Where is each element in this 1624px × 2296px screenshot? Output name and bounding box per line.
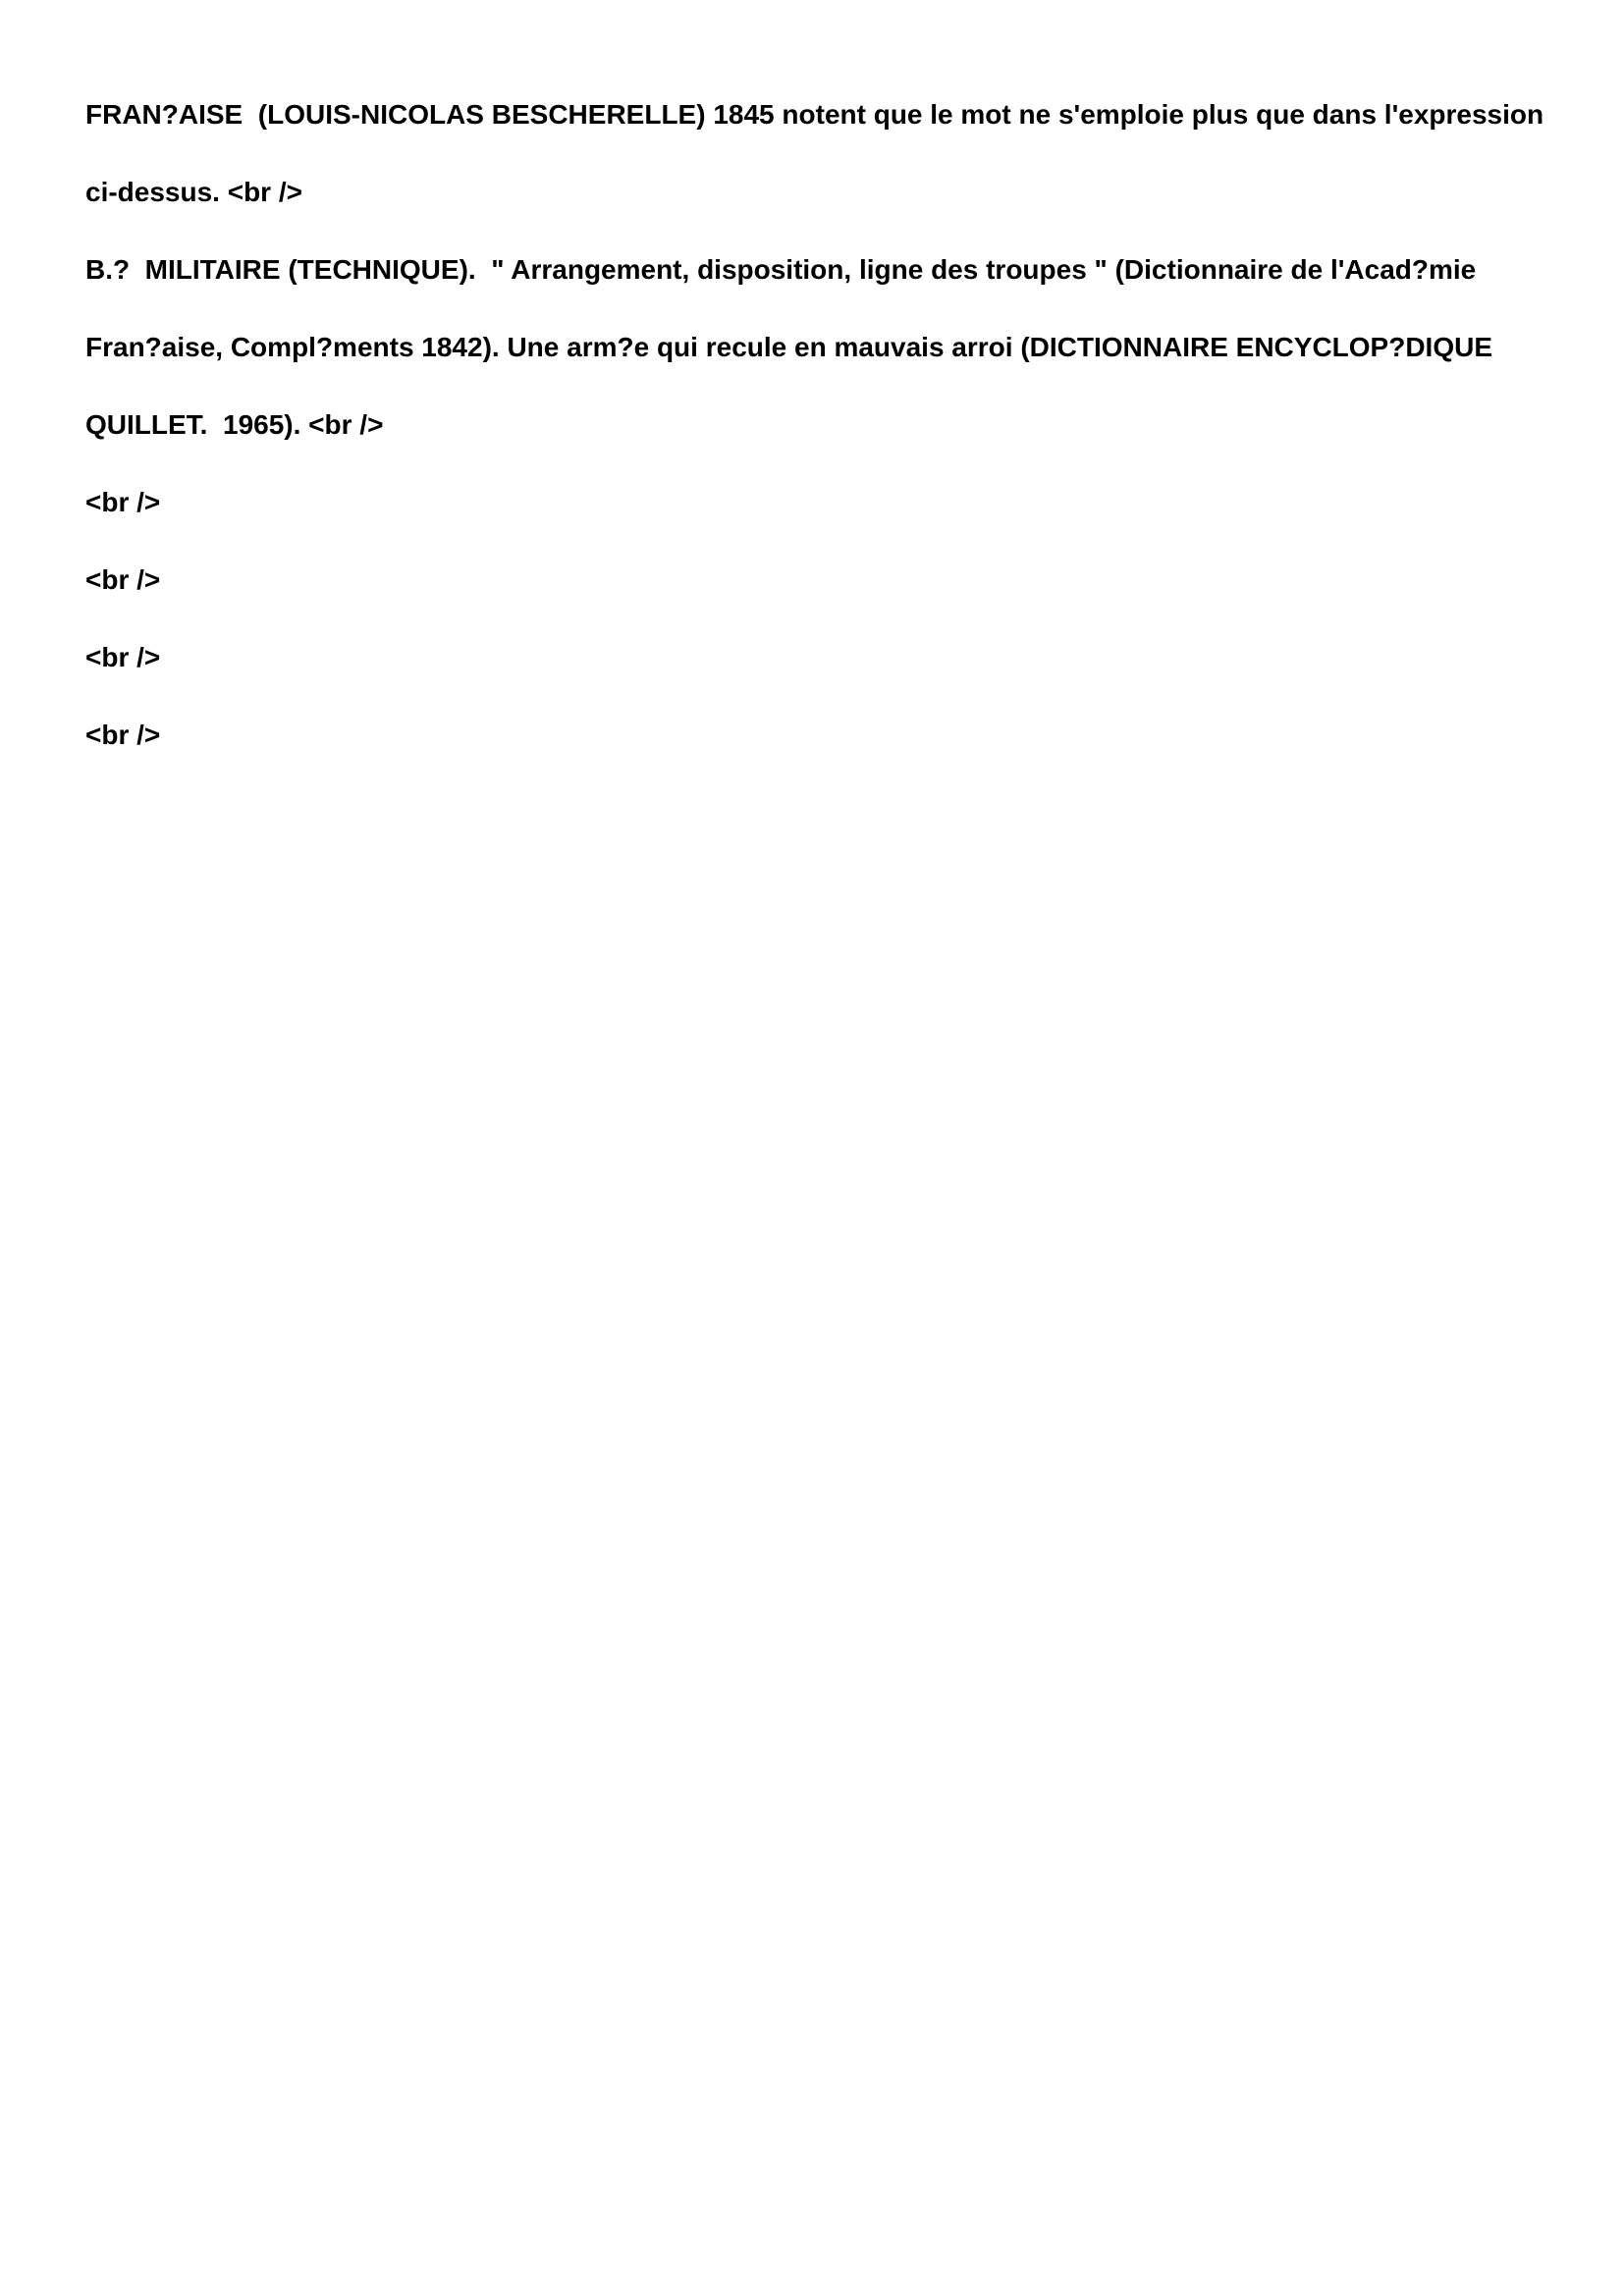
text-line: ci-dessus. <br /> <box>85 177 302 207</box>
text-line: FRAN?AISE (LOUIS-NICOLAS BESCHERELLE) 1845 notent que le mot ne s'emploie plus que dans l'expression <box>85 99 1544 130</box>
text-line: <br /> <box>85 642 161 672</box>
text-line: Fran?aise, Compl?ments 1842). Une arm?e qui recule en mauvais arroi (DICTIONNAIRE ENCYCLOP?DIQUE <box>85 332 1493 362</box>
text-line: <br /> <box>85 564 161 595</box>
text-line: QUILLET. 1965). <br /> <box>85 409 384 440</box>
text-line: B.? MILITAIRE (TECHNIQUE). " Arrangement, disposition, ligne des troupes " (Dictionnaire de l'Acad?mie <box>85 254 1477 285</box>
document-body <box>85 95 1578 793</box>
text-line: <br /> <box>85 720 161 750</box>
text-line: <br /> <box>85 487 161 517</box>
